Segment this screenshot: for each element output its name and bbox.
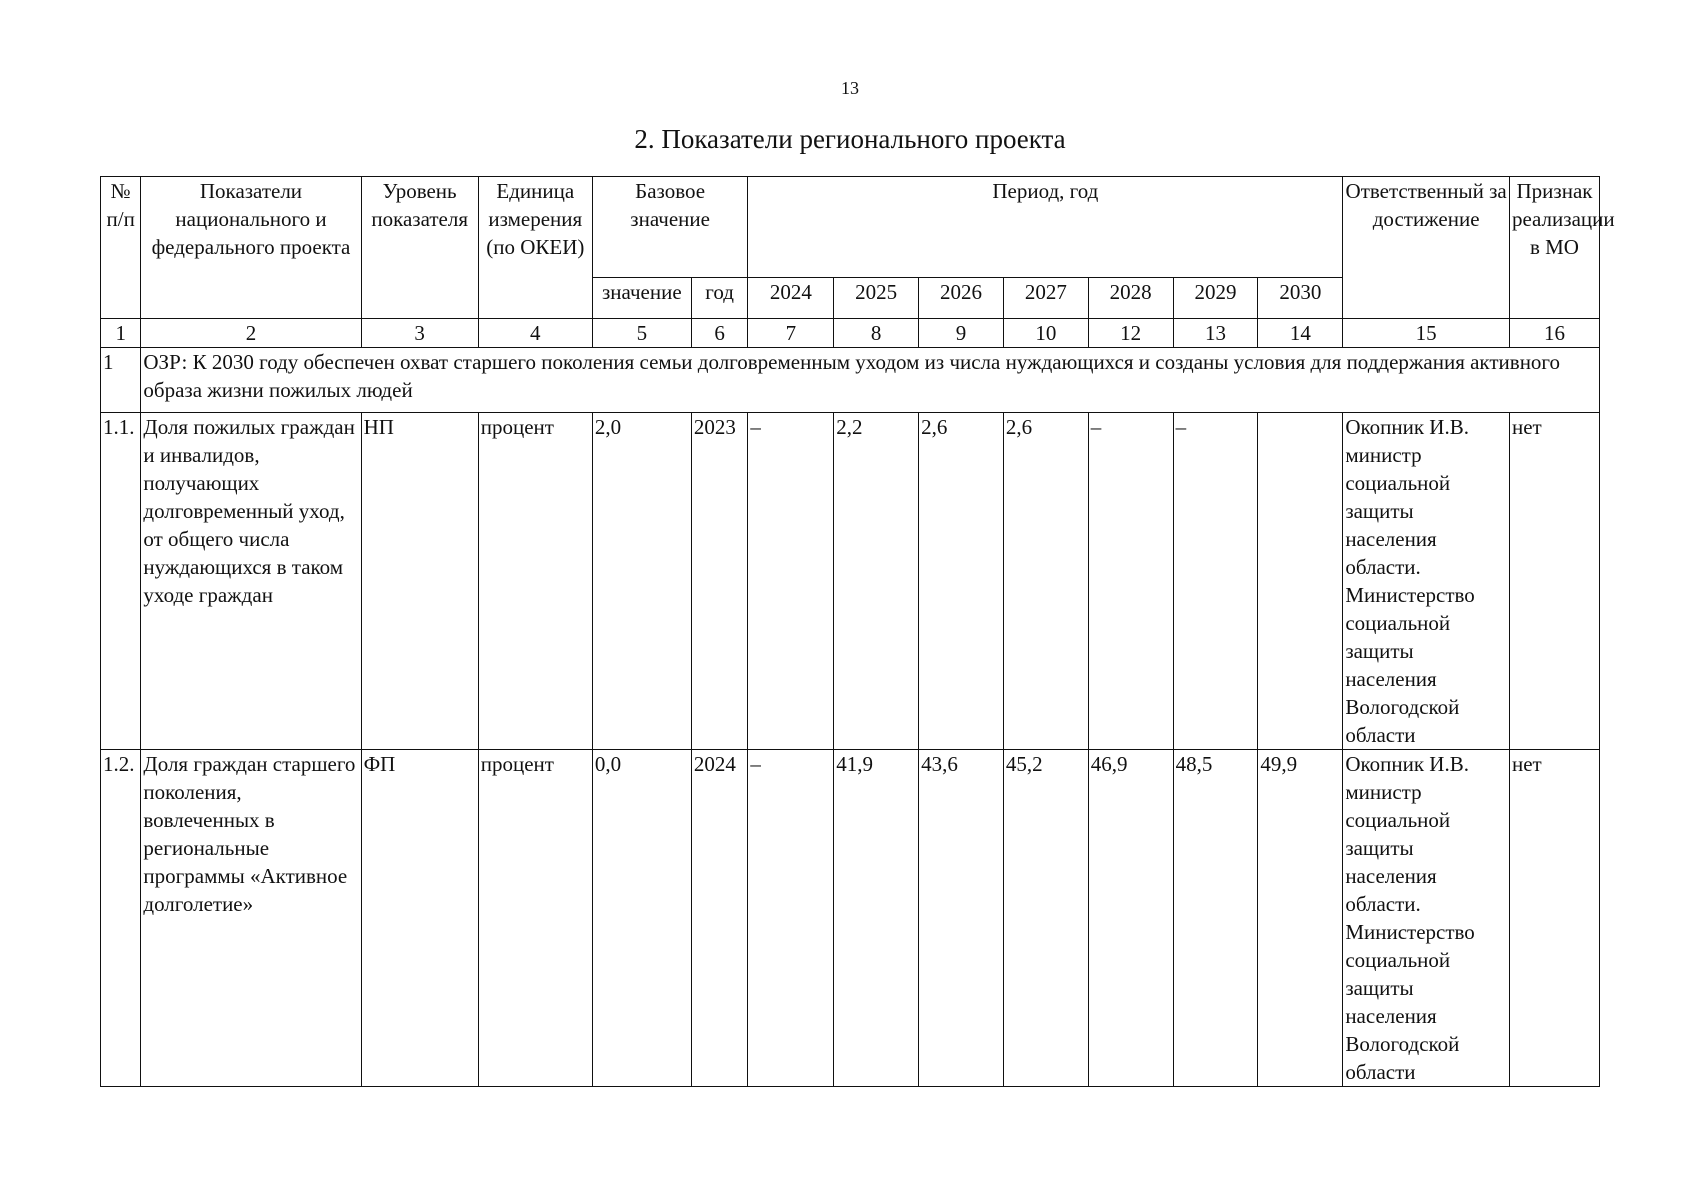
column-number: 14	[1258, 319, 1343, 348]
header-no: № п/п	[101, 177, 141, 319]
column-number: 7	[748, 319, 834, 348]
row-level: НП	[361, 413, 478, 750]
row-mo: нет	[1509, 750, 1599, 1087]
row-value-2028: 46,9	[1088, 750, 1173, 1087]
row-value-2025: 41,9	[834, 750, 919, 1087]
header-responsible: Ответственный за достижение	[1343, 177, 1510, 319]
column-number: 1	[101, 319, 141, 348]
column-number: 4	[478, 319, 592, 348]
row-base-year: 2024	[691, 750, 748, 1087]
column-number: 5	[592, 319, 691, 348]
header-base: Базовое значение	[592, 177, 748, 278]
header-year: 2025	[834, 278, 919, 319]
header-year: 2029	[1173, 278, 1258, 319]
row-value-2029: –	[1173, 413, 1258, 750]
row-value-2028: –	[1088, 413, 1173, 750]
row-value-2026: 2,6	[919, 413, 1004, 750]
column-number: 3	[361, 319, 478, 348]
row-level: ФП	[361, 750, 478, 1087]
page-number: 13	[841, 78, 859, 98]
header-period: Период, год	[748, 177, 1343, 278]
column-number: 6	[691, 319, 748, 348]
header-year: 2026	[919, 278, 1004, 319]
row-base-value: 0,0	[592, 750, 691, 1087]
column-number-row	[101, 319, 1600, 348]
table-row	[101, 413, 1600, 750]
row-base-year: 2023	[691, 413, 748, 750]
row-base-value: 2,0	[592, 413, 691, 750]
page-title: 2. Показатели регионального проекта	[634, 124, 1066, 154]
row-value-2027: 2,6	[1003, 413, 1088, 750]
column-number: 13	[1173, 319, 1258, 348]
row-mo: нет	[1509, 413, 1599, 750]
indicators-table	[100, 176, 1615, 1087]
header-year: 2030	[1258, 278, 1343, 319]
header-row	[101, 177, 1600, 278]
column-number: 12	[1088, 319, 1173, 348]
row-unit: процент	[478, 750, 592, 1087]
section-row	[101, 348, 1600, 413]
header-year: 2027	[1003, 278, 1088, 319]
column-number: 10	[1003, 319, 1088, 348]
column-number: 15	[1343, 319, 1510, 348]
row-value-2024: –	[748, 413, 834, 750]
row-unit: процент	[478, 413, 592, 750]
column-number: 16	[1509, 319, 1599, 348]
header-unit: Единица измерения (по ОКЕИ)	[478, 177, 592, 319]
row-value-2030	[1258, 413, 1343, 750]
row-value-2030: 49,9	[1258, 750, 1343, 1087]
row-value-2027: 45,2	[1003, 750, 1088, 1087]
section-text: ОЗР: К 2030 году обеспечен охват старшего поколения семьи долговременным уходом из числа нуждающихся и созданы условия для поддержания активного образа жизни пожилых людей	[141, 348, 1600, 413]
row-value-2024: –	[748, 750, 834, 1087]
section-no: 1	[101, 348, 141, 413]
row-no: 1.1.	[101, 413, 141, 750]
header-base-year: год	[691, 278, 748, 319]
row-responsible: Окопник И.В. министр социальной защиты населения области. Министерство социальной защиты населения Вологодской области	[1343, 750, 1510, 1087]
row-indicator: Доля граждан старшего поколения, вовлеченных в региональные программы «Активное долголетие»	[141, 750, 361, 1087]
row-value-2025: 2,2	[834, 413, 919, 750]
table-row	[101, 750, 1600, 1087]
column-number: 9	[919, 319, 1004, 348]
header-year: 2028	[1088, 278, 1173, 319]
header-level: Уровень показателя	[361, 177, 478, 319]
header-base-value: значение	[592, 278, 691, 319]
row-value-2026: 43,6	[919, 750, 1004, 1087]
column-number: 2	[141, 319, 361, 348]
header-indicator: Показатели национального и федерального проекта	[141, 177, 361, 319]
row-responsible: Окопник И.В. министр социальной защиты населения области. Министерство социальной защиты населения Вологодской области	[1343, 413, 1510, 750]
row-indicator: Доля пожилых граждан и инвалидов, получающих долговременный уход, от общего числа нуждающихся в таком уходе граждан	[141, 413, 361, 750]
row-no: 1.2.	[101, 750, 141, 1087]
header-mo: Признак реализации в МО	[1509, 177, 1599, 319]
header-year: 2024	[748, 278, 834, 319]
column-number: 8	[834, 319, 919, 348]
row-value-2029: 48,5	[1173, 750, 1258, 1087]
